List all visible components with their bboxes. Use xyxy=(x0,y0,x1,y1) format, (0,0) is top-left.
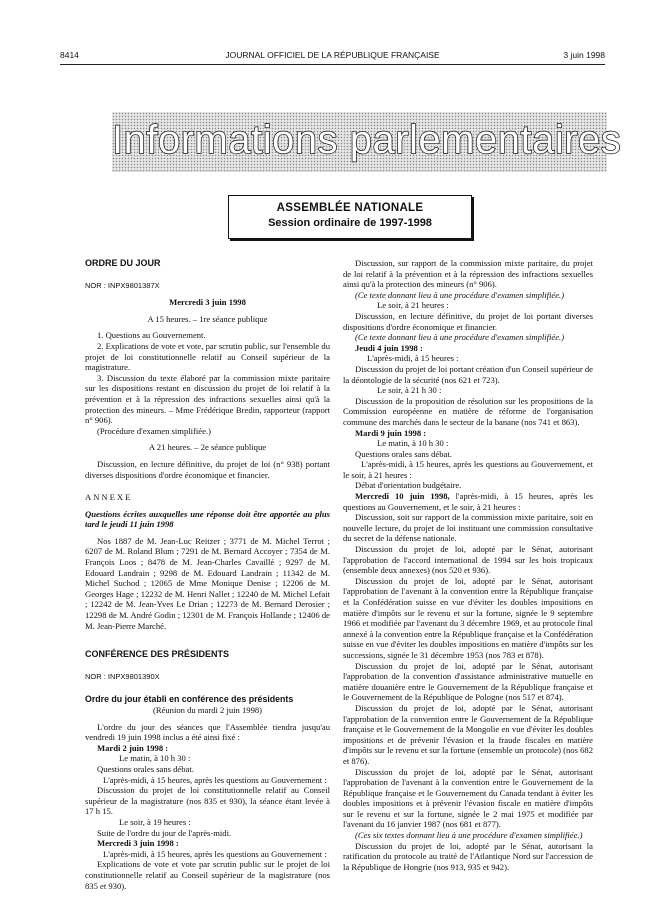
agenda-item: Discussion de la proposition de résolution sur les propositions de la Commission européenne en matière de réforme de l'organisation commune des marchés dans le secteur de la banane (nos 741 et 863). xyxy=(343,395,593,427)
time-slot: l'après-midi, à 15 heures, après les questions au Gouvernement, et le soir, à 21 heures : xyxy=(343,491,593,512)
time-slot: Le matin, à 10 h 30 : xyxy=(377,438,449,449)
agenda-item: Discussion du projet de loi, adopté par le Sénat, autorisant l'approbation de la convention entre le Gouvernement de la République française et le Gouvernement de la Mongolie en vue d'éviter les doubles impositions et de prévenir l'évasion et la fraude fiscales en matière d'impôts sur le revenu et sur la fortune (ensemble un protocole) (nos 682 et 876). xyxy=(343,702,593,766)
procedure-note: (Ce texte donnant lieu à une procédure d'examen simplifiée.) xyxy=(355,332,565,343)
agenda-item: Débat d'orientation budgétaire. xyxy=(355,480,462,491)
agenda-item: Discussion du projet de loi, adopté par le Sénat, autorisant l'approbation de l'avenant à la convention entre la République française et la Confédération suisse en vue d'éviter les doubles impositions en matière d'impôts sur le revenu et sur la fortune, signée le 9 septembre 1966 et modifiée par l'avenant du 3 décembre 1969, et au protocole final annexé à la convention entre la République française et la Confédération suisse en vue d'éviter les doubles impositions en matière d'impôts sur les successions, signée le 31 décembre 1953 (nos 783 et 878). xyxy=(343,575,593,660)
agenda-item: Explications de vote et vote par scrutin public sur le projet de loi constitutionnelle relatif au Conseil supérieur de la magistrature (nos 835 et 930). xyxy=(85,859,330,891)
time-slot: Le matin, à 10 h 30 : xyxy=(119,753,191,764)
banner-title: Informations parlementaires xyxy=(112,118,622,162)
day-heading: Mardi 2 juin 1998 : xyxy=(97,742,169,753)
procedure-note: (Ce texte donnant lieu à une procédure d'examen simplifiée.) xyxy=(355,289,565,300)
seance-heading: A 15 heures. – 1re séance publique xyxy=(147,313,268,324)
time-slot: L'après-midi, à 15 heures, après les questions au Gouvernement : xyxy=(103,848,327,859)
intro-text: L'ordre du jour des séances que l'Assemblée tiendra jusqu'au vendredi 19 juin 1998 inclus a été ainsi fixé : xyxy=(85,721,330,743)
day-heading-inline xyxy=(343,491,593,512)
procedure-note: (Procédure d'examen simplifiée.) xyxy=(97,425,211,436)
journal-title: JOURNAL OFFICIEL DE LA RÉPUBLIQUE FRANÇAISE xyxy=(225,50,440,60)
page-number: 8414 xyxy=(60,50,79,60)
time-slot: Le soir, à 19 heures : xyxy=(119,816,191,827)
header-rule xyxy=(60,64,605,65)
agenda-item: Questions orales sans débat. xyxy=(355,448,452,459)
issue-date: 3 juin 1998 xyxy=(563,50,605,60)
agenda-item: 1. Questions au Gouvernement. xyxy=(97,330,206,341)
day-heading: Mardi 9 juin 1998 : xyxy=(355,427,427,438)
assembly-box xyxy=(228,195,472,239)
assembly-name: ASSEMBLÉE NATIONALE xyxy=(276,202,424,214)
agenda-item: 3. Discussion du texte élaboré par la commission mixte paritaire sur les dispositions restant en discussion du projet de loi relatif à la prévention et à la répression des infractions sexuelles ainsi qu'à la protection des mineurs. – Mme Frédérique Bredin, rapporteur (rapport n° 906). xyxy=(85,372,330,426)
questions-list: Nos 1887 de M. Jean-Luc Reitzer ; 3771 de M. Michel Terrot ; 6207 de M. Roland Blum ; 7291 de M. Bernard Accoyer ; 7354 de M. François Loos ; 8478 de M. Jean-Charles Cavaillé ; 9297 de M. Edouard Landrain ; 9298 de M. Edouard Landrain ; 11342 de M. Michel Suchod ; 12065 de Mme Monique Denise ; 12206 de M. Georges Hage ; 12232 de M. Henri Nallet ; 12240 de M. Michel Lefait ; 12242 de M. Jean-Yves Le Drian ; 12273 de M. Bernard Derosier ; 12298 de M. André Godin ; 12301 de M. François Hollande ; 12406 de M. Jean-Pierre Marché. xyxy=(85,535,330,631)
time-slot: L'après-midi, à 15 heures, après les questions au Gouvernement : xyxy=(103,774,327,785)
session-title: Session ordinaire de 1997-1998 xyxy=(268,217,432,229)
procedure-note: (Ces six textes donnant lieu à une procédure d'examen simplifiée.) xyxy=(355,830,583,841)
agenda-item: Suite de l'ordre du jour de l'après-midi. xyxy=(97,827,232,838)
questions-heading: Questions écrites auxquelles une réponse doit être apportée au plus tard le jeudi 11 juin 1998 xyxy=(85,508,330,530)
agenda-item: Discussion, en lecture définitive, du projet de loi portant diverses dispositions d'ordre économique et financier. xyxy=(343,310,593,332)
agenda-item: 2. Explications de vote et vote, par scrutin public, sur l'ensemble du projet de loi constitutionnelle relatif au Conseil supérieur de la magistrature. xyxy=(85,340,330,373)
left-column xyxy=(85,258,330,891)
agenda-item: Discussion, soit sur rapport de la commission mixte paritaire, soit en nouvelle lecture, du projet de loi instituant une commission consultative du secret de la défense nationale. xyxy=(343,512,593,544)
day-heading: Mercredi 3 juin 1998 xyxy=(169,297,246,308)
agenda-item: Discussion du projet de loi, adopté par le Sénat, autorisant l'approbation de l'avenant à la convention entre le Gouvernement de la République française et le Gouvernement du Canada tendant à éviter les doubles impositions et à prévenir l'évasion fiscale en matière d'impôts sur le revenu et sur la fortune, signée le 2 mai 1975 et modifiée par l'avenant du 16 janvier 1987 (nos 681 et 877). xyxy=(343,766,593,830)
agenda-item: Discussion du projet de loi, adopté par le Sénat, autorisant l'approbation de l'accord international de 1994 sur les bois tropicaux (ensemble deux annexes) (nos 520 et 936). xyxy=(343,544,593,576)
day-heading: Jeudi 4 juin 1998 : xyxy=(355,342,423,353)
agenda-item: Discussion, sur rapport de la commission mixte paritaire, du projet de loi relatif à la prévention et à la répression des infractions sexuelles ainsi qu'à la protection des mineurs (n° 906). xyxy=(343,258,593,290)
agenda-item: Discussion du projet de loi, adopté par le Sénat, autorisant la ratification du protocole au traité de l'Atlantique Nord sur l'accession de la République de Hongrie (nos 913, 935 et 942). xyxy=(343,840,593,872)
ordre-etabli-heading: Ordre du jour établi en conférence des présidents xyxy=(85,694,294,705)
time-slot: Le soir, à 21 heures : xyxy=(377,300,449,311)
agenda-item: Discussion du projet de loi, adopté par le Sénat, autorisant l'approbation de la convention d'assistance administrative mutuelle en matière douanière entre le Gouvernement de la République française et le Gouvernement de la République de Pologne (nos 517 et 874). xyxy=(343,660,593,703)
nor-reference: NOR : INPX9801387X xyxy=(85,280,160,290)
conference-heading: CONFÉRENCE DES PRÉSIDENTS xyxy=(85,649,230,660)
agenda-item: Discussion, en lecture définitive, du projet de loi (n° 938) portant diverses dispositions d'ordre économique et financier. xyxy=(85,458,330,480)
agenda-item: Questions orales sans débat. xyxy=(97,763,194,774)
annexe-heading: ANNEXE xyxy=(85,492,133,503)
agenda-item: Discussion du projet de loi constitutionnelle relatif au Conseil supérieur de la magistrature (nos 835 et 930), la séance étant levée à 17 h 15. xyxy=(85,785,330,817)
nor-reference: NOR : INPX9801390X xyxy=(85,671,160,681)
day-heading: Mercredi 10 juin 1998, xyxy=(355,491,450,502)
seance-heading: A 21 heures. – 2e séance publique xyxy=(148,442,267,453)
agenda-item: Discussion du projet de loi portant création d'un Conseil supérieur de la déontologie de la sécurité (nos 621 et 723). xyxy=(343,363,593,385)
time-slot: Le soir, à 21 h 30 : xyxy=(377,385,442,396)
right-column xyxy=(343,258,593,872)
time-slot: L'après-midi, à 15 heures, après les questions au Gouvernement, et le soir, à 21 heures : xyxy=(343,459,593,480)
ordre-du-jour-heading: ORDRE DU JOUR xyxy=(85,258,161,268)
page-header xyxy=(60,50,605,64)
time-slot: L'après-midi, à 15 heures : xyxy=(367,353,459,364)
day-heading: Mercredi 3 juin 1998 : xyxy=(97,838,179,849)
reunion-note: (Réunion du mardi 2 juin 1998) xyxy=(152,705,263,715)
